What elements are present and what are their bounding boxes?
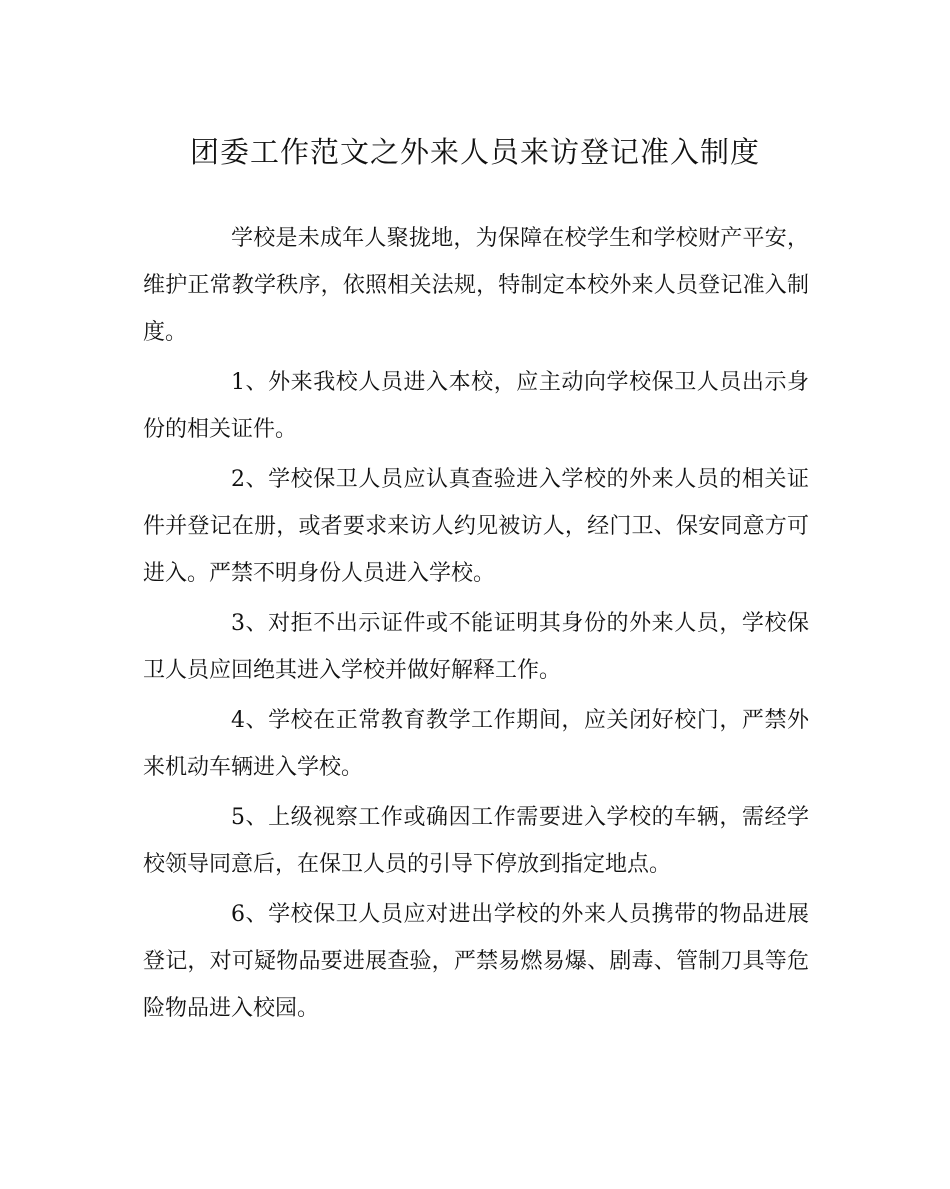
document-title: 团委工作范文之外来人员来访登记准入制度: [189, 135, 760, 169]
intro-paragraph: 学校是未成年人聚拢地，为保障在校学生和学校财产平安，维护正常教学秩序，依照相关法规，特制定本校外来人员登记准入制度。: [143, 226, 809, 345]
rule-paragraph-6: 6、学校保卫人员应对进出学校的外来人员携带的物品进展登记，对可疑物品要进展查验，严禁易燃易爆、剧毒、管制刀具等危险物品进入校园。: [143, 902, 809, 1021]
rule-paragraph-2: 2、学校保卫人员应认真查验进入学校的外来人员的相关证件并登记在册，或者要求来访人约见被访人，经门卫、保安同意方可进入。严禁不明身份人员进入学校。: [143, 467, 809, 586]
rule-paragraph-4: 4、学校在正常教育教学工作期间，应关闭好校门，严禁外来机动车辆进入学校。: [143, 708, 809, 780]
rule-paragraph-5: 5、上级视察工作或确因工作需要进入学校的车辆，需经学校领导同意后，在保卫人员的引导下停放到指定地点。: [143, 805, 809, 877]
rule-paragraph-1: 1、外来我校人员进入本校，应主动向学校保卫人员出示身份的相关证件。: [143, 370, 809, 442]
rule-paragraph-3: 3、对拒不出示证件或不能证明其身份的外来人员，学校保卫人员应回绝其进入学校并做好解释工作。: [143, 611, 809, 683]
document-body: [143, 215, 809, 1035]
